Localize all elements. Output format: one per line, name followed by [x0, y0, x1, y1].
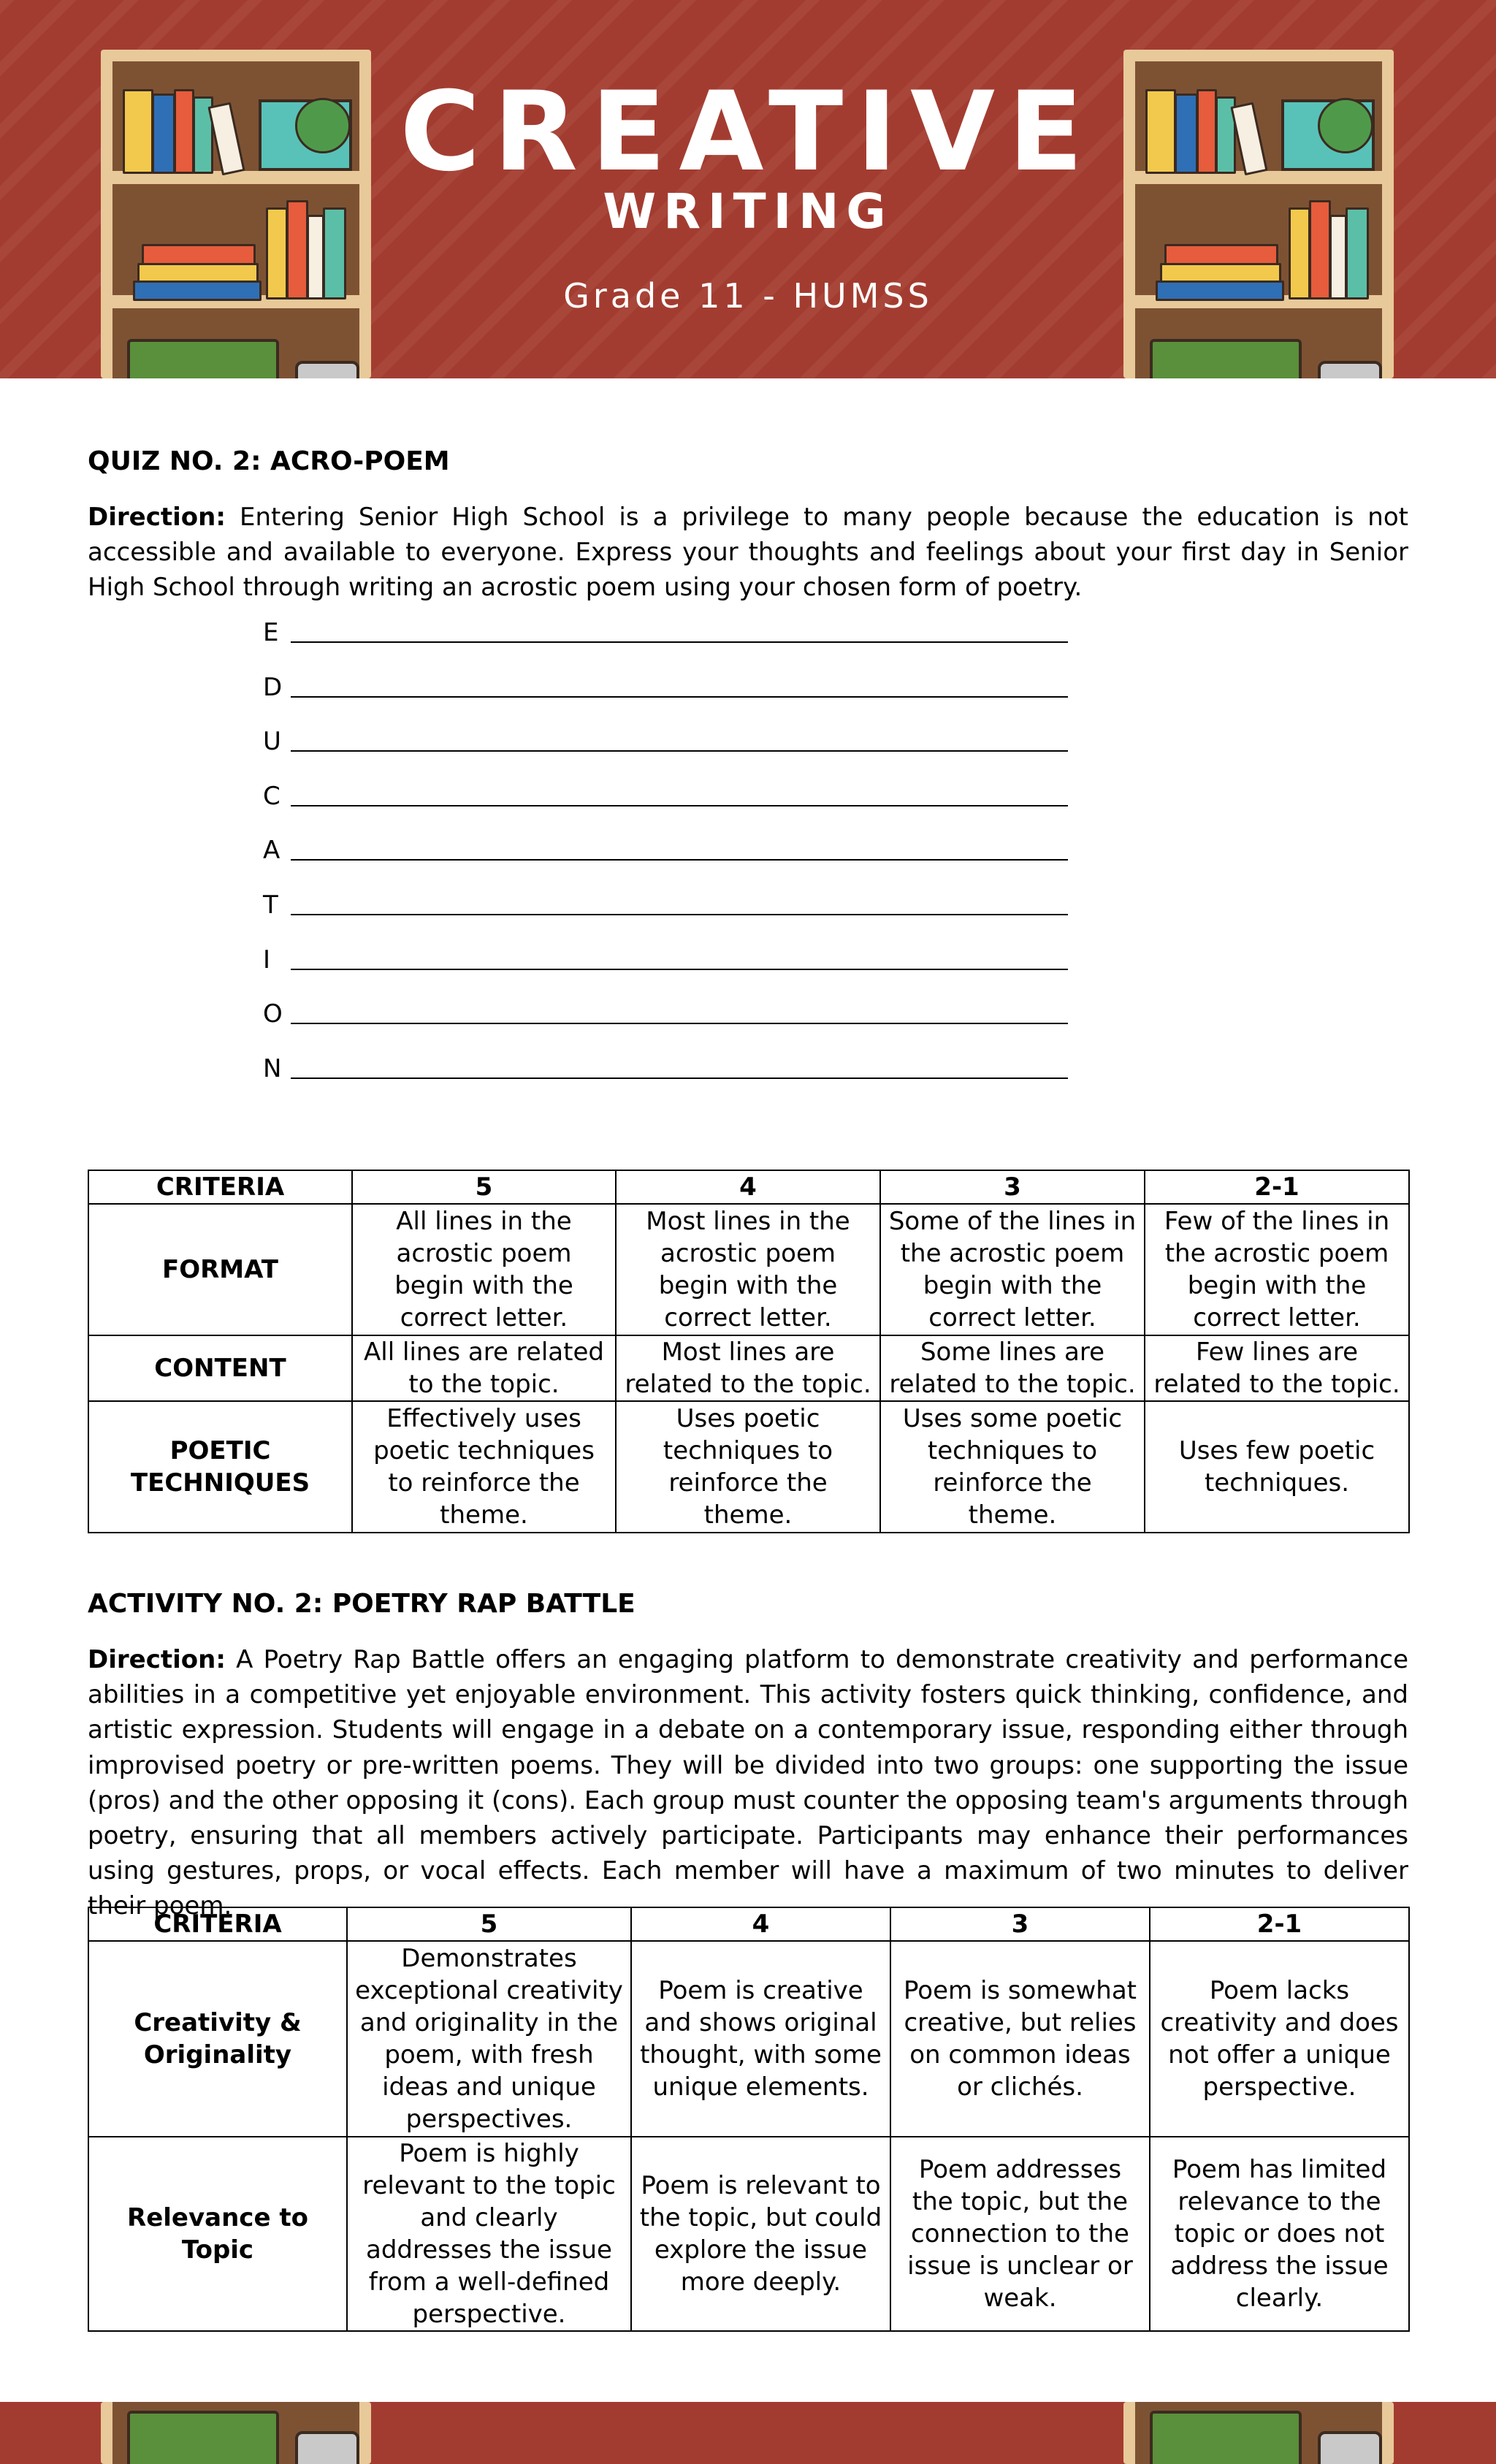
acrostic-letter: E	[263, 618, 279, 647]
rubric-header-score: 4	[631, 1907, 890, 1941]
activity-direction	[88, 1642, 1408, 1924]
page-subtitle: WRITING	[603, 183, 893, 240]
answer-line[interactable]	[291, 914, 1068, 915]
rubric-cell: Some of the lines in the acrostic poem begin with the correct letter.	[880, 1204, 1145, 1335]
rubric-criteria: CONTENT	[88, 1335, 352, 1401]
answer-line[interactable]	[291, 1023, 1068, 1024]
acrostic-row[interactable]	[263, 941, 1103, 996]
rubric-cell: Some lines are related to the topic.	[880, 1335, 1145, 1401]
rubric-criteria: Relevance to Topic	[88, 2137, 347, 2331]
table-row	[88, 1941, 1409, 2137]
acrostic-row[interactable]	[263, 995, 1103, 1050]
rubric-header-row	[88, 1907, 1409, 1941]
rubric-header-criteria: CRITERIA	[88, 1907, 347, 1941]
acrostic-row[interactable]	[263, 777, 1103, 832]
table-row	[88, 2137, 1409, 2331]
acrostic-row[interactable]	[263, 831, 1103, 886]
acrostic-lines	[263, 614, 1103, 1104]
acrostic-letter: O	[263, 999, 283, 1029]
quiz-rubric-table	[88, 1170, 1410, 1533]
rubric-header-score: 2-1	[1150, 1907, 1409, 1941]
rubric-cell: All lines are related to the topic.	[352, 1335, 616, 1401]
rubric-cell: Effectively uses poetic techniques to reinforce the theme.	[352, 1401, 616, 1533]
answer-line[interactable]	[291, 805, 1068, 806]
acrostic-row[interactable]	[263, 1050, 1103, 1105]
table-row	[88, 1335, 1409, 1401]
activity-direction-label: Direction:	[88, 1645, 226, 1674]
rubric-header-score: 5	[347, 1907, 631, 1941]
answer-line[interactable]	[291, 859, 1068, 861]
acrostic-letter: N	[263, 1053, 282, 1083]
rubric-cell: Few of the lines in the acrostic poem begin with the correct letter.	[1145, 1204, 1409, 1335]
rubric-cell: Poem addresses the topic, but the connection to the issue is unclear or weak.	[890, 2137, 1150, 2331]
acrostic-row[interactable]	[263, 886, 1103, 941]
answer-line[interactable]	[291, 750, 1068, 752]
rubric-cell: Demonstrates exceptional creativity and originality in the poem, with fresh ideas and unique perspectives.	[347, 1941, 631, 2137]
rubric-criteria: Creativity & Originality	[88, 1941, 347, 2137]
footer-banner	[0, 2402, 1496, 2464]
rubric-cell: Most lines are related to the topic.	[616, 1335, 880, 1401]
acrostic-letter: U	[263, 727, 281, 757]
page-title: CREATIVE	[400, 69, 1096, 196]
rubric-cell: Poem lacks creativity and does not offer a unique perspective.	[1150, 1941, 1409, 2137]
quiz-title: QUIZ NO. 2: ACRO-POEM	[88, 446, 450, 476]
rubric-header-criteria: CRITERIA	[88, 1170, 352, 1204]
rubric-cell: Uses poetic techniques to reinforce the theme.	[616, 1401, 880, 1533]
rubric-cell: Most lines in the acrostic poem begin with the correct letter.	[616, 1204, 880, 1335]
acrostic-letter: D	[263, 672, 283, 702]
rubric-cell: Poem is relevant to the topic, but could explore the issue more deeply.	[631, 2137, 890, 2331]
answer-line[interactable]	[291, 1077, 1068, 1079]
header-banner	[0, 0, 1496, 378]
answer-line[interactable]	[291, 969, 1068, 970]
rubric-header-score: 5	[352, 1170, 616, 1204]
rubric-cell: Poem is highly relevant to the topic and clearly addresses the issue from a well-defined perspective.	[347, 2137, 631, 2331]
acrostic-row[interactable]	[263, 722, 1103, 777]
acrostic-letter: C	[263, 781, 280, 811]
rubric-header-score: 3	[880, 1170, 1145, 1204]
rubric-header-score: 4	[616, 1170, 880, 1204]
rubric-header-score: 2-1	[1145, 1170, 1409, 1204]
rubric-criteria: POETIC TECHNIQUES	[88, 1401, 352, 1533]
acrostic-letter: T	[263, 890, 278, 920]
rubric-cell: Few lines are related to the topic.	[1145, 1335, 1409, 1401]
quiz-direction	[88, 500, 1408, 606]
bookshelf-right-footer-illustration	[1123, 2402, 1394, 2464]
acrostic-row[interactable]	[263, 614, 1103, 668]
acrostic-letter: I	[263, 945, 271, 974]
rubric-cell: Poem has limited relevance to the topic or does not address the issue clearly.	[1150, 2137, 1409, 2331]
activity-direction-text: A Poetry Rap Battle offers an engaging platform to demonstrate creativity and performance abilities in a competitive yet enjoyable environment. This activity fosters quick thinking, confidence, and artistic expression. Students will engage in a debate on a contemporary issue, responding either through improvised poetry or pre-written poems. They will be divided into two groups: one supporting the issue (pros) and the other opposing it (cons). Each group must counter the opposing team's arguments through poetry, ensuring that all members actively participate. Participants may enhance their performances using gestures, props, or vocal effects. Each member will have a maximum of two minutes to deliver their poem.	[88, 1645, 1409, 1921]
quiz-direction-text: Entering Senior High School is a privilege to many people because the education is not accessible and available to everyone. Express your thoughts and feelings about your first day in Senior High School through writing an acrostic poem using your chosen form of poetry.	[88, 503, 1408, 603]
grade-label: Grade 11 - HUMSS	[563, 276, 933, 316]
bookshelf-left-footer-illustration	[101, 2402, 371, 2464]
rubric-cell: Poem is creative and shows original thought, with some unique elements.	[631, 1941, 890, 2137]
activity-rubric-table	[88, 1907, 1410, 2332]
rubric-header-score: 3	[890, 1907, 1150, 1941]
rubric-cell: Poem is somewhat creative, but relies on common ideas or clichés.	[890, 1941, 1150, 2137]
activity-title: ACTIVITY NO. 2: POETRY RAP BATTLE	[88, 1589, 636, 1619]
rubric-header-row	[88, 1170, 1409, 1204]
acrostic-row[interactable]	[263, 668, 1103, 723]
rubric-cell: All lines in the acrostic poem begin with the correct letter.	[352, 1204, 616, 1335]
rubric-cell: Uses few poetic techniques.	[1145, 1401, 1409, 1533]
answer-line[interactable]	[291, 641, 1068, 643]
table-row	[88, 1204, 1409, 1335]
table-row	[88, 1401, 1409, 1533]
rubric-criteria: FORMAT	[88, 1204, 352, 1335]
acrostic-letter: A	[263, 836, 280, 866]
answer-line[interactable]	[291, 696, 1068, 698]
rubric-cell: Uses some poetic techniques to reinforce the theme.	[880, 1401, 1145, 1533]
quiz-direction-label: Direction:	[88, 503, 226, 532]
